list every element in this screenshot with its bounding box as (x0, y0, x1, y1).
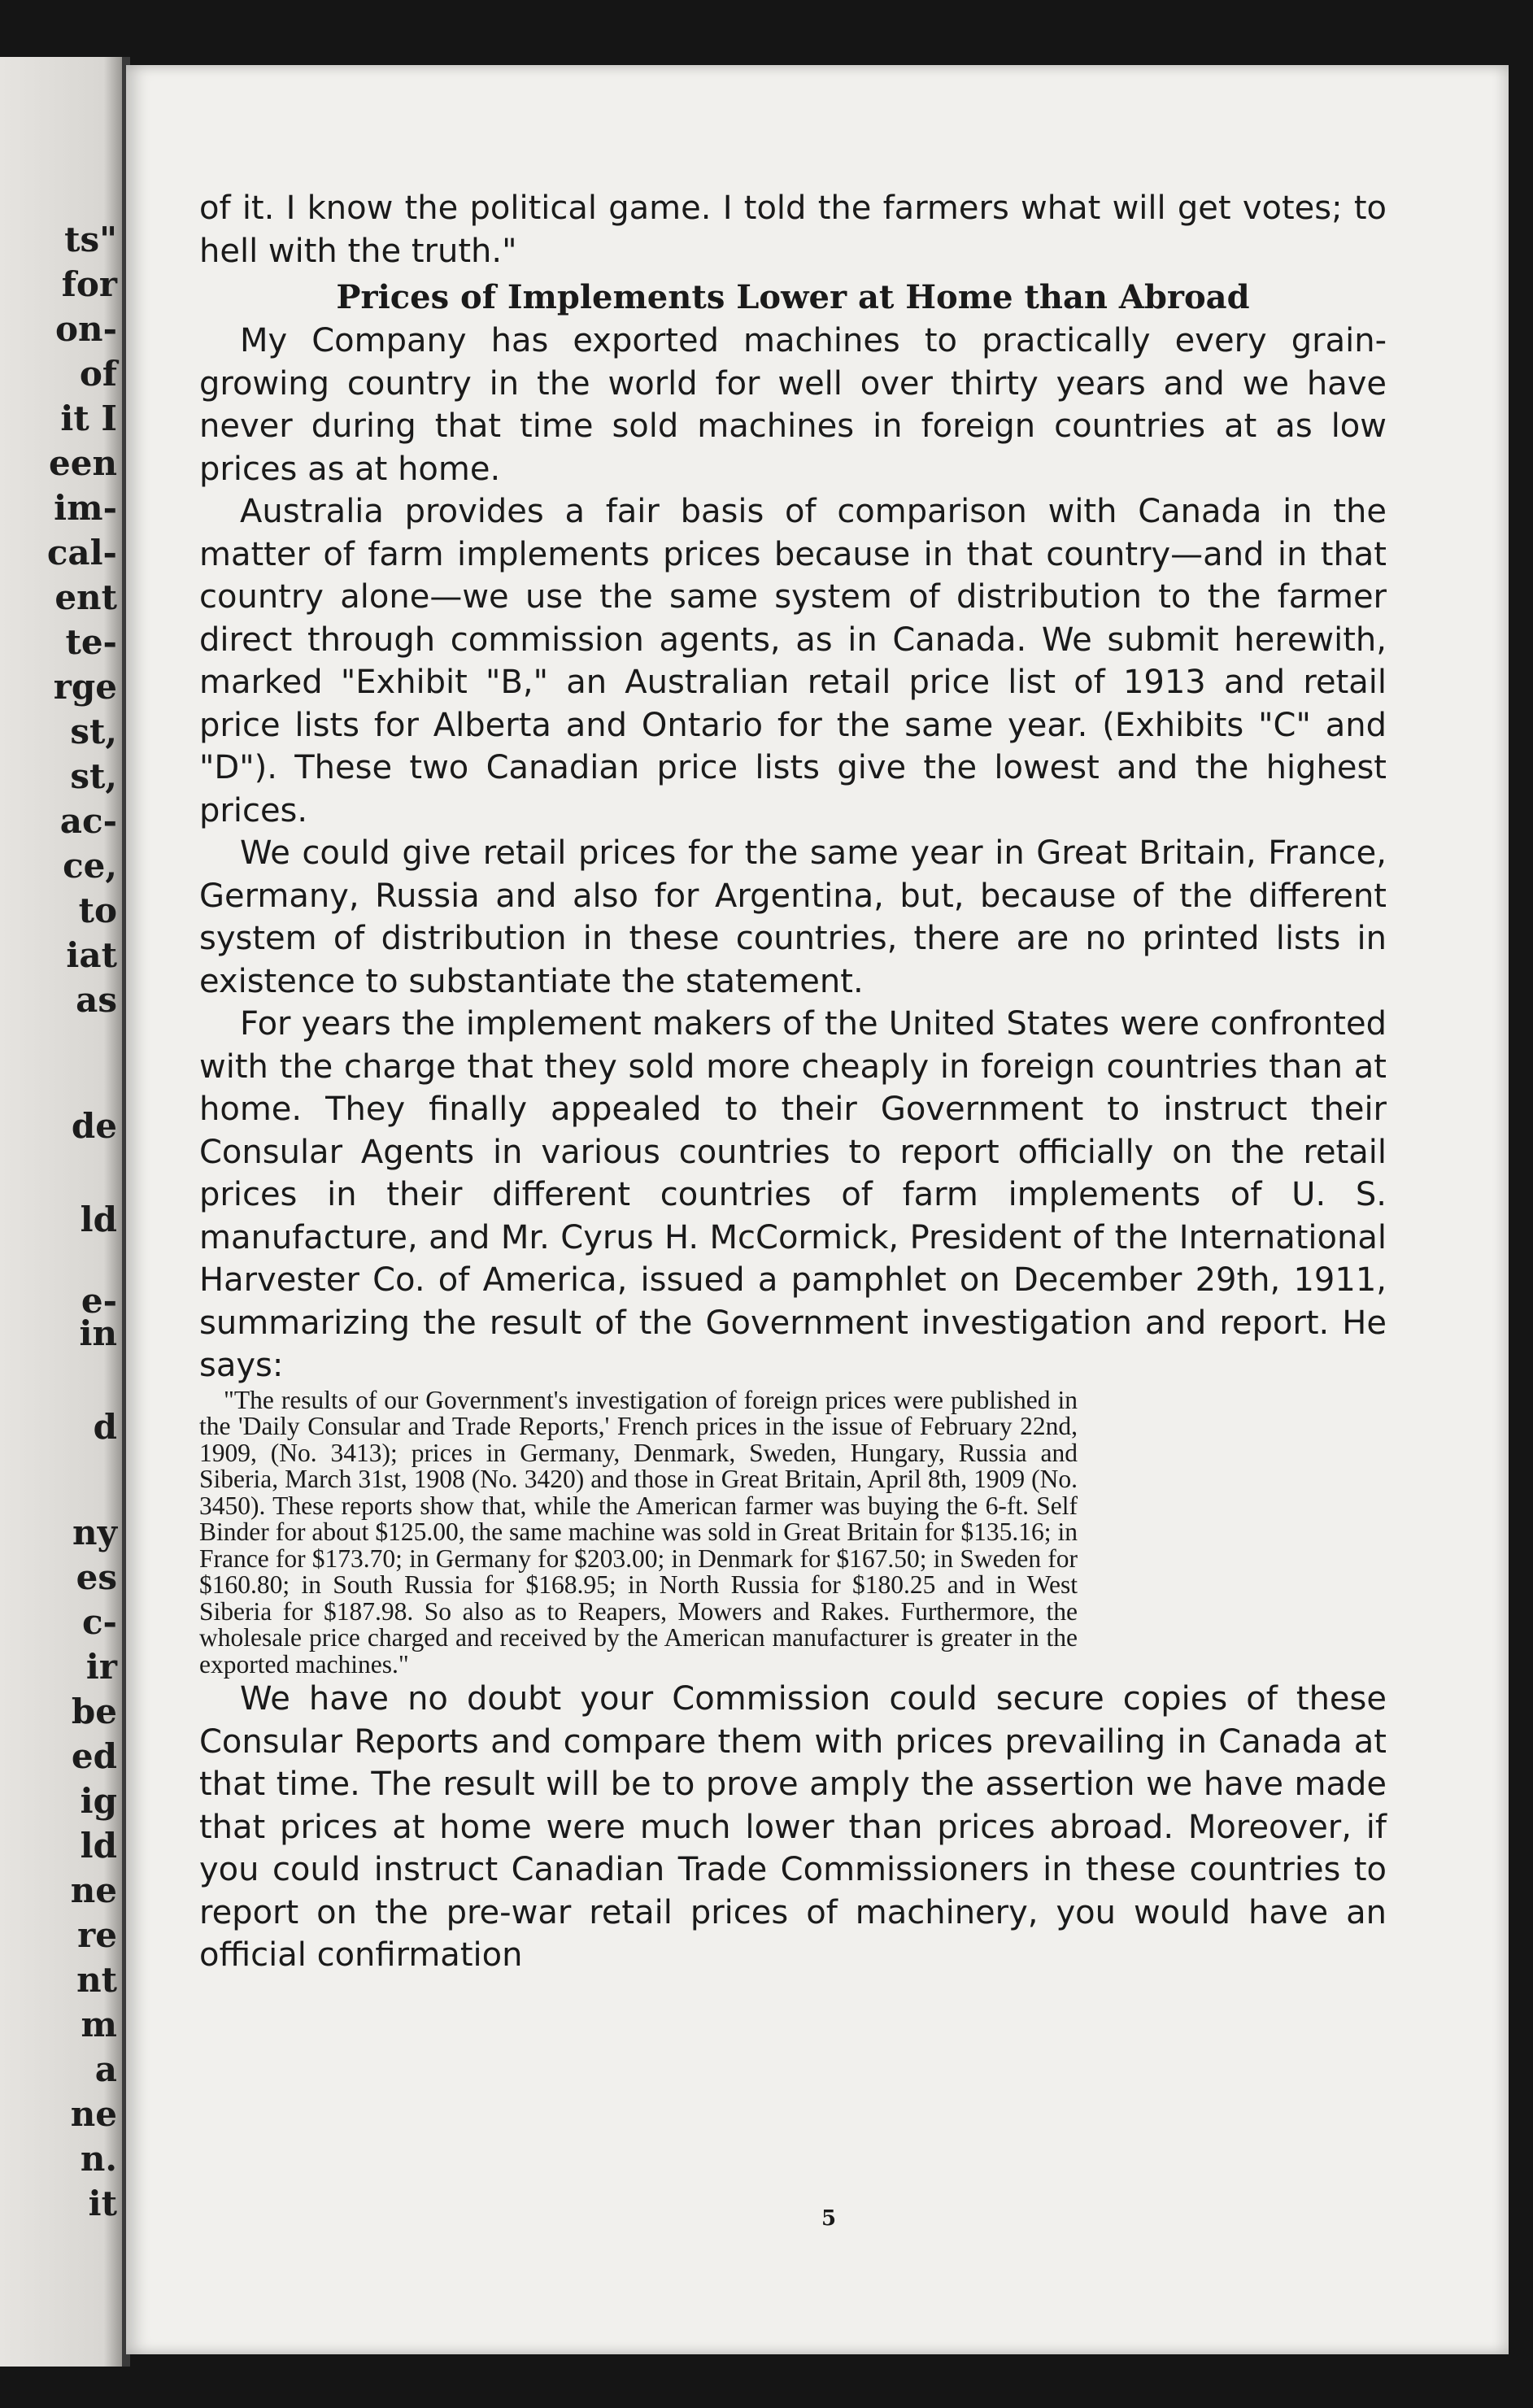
left-page-fragment: as (76, 980, 117, 1020)
left-page-fragment: ne (70, 2094, 117, 2134)
left-page-fragment: ent (54, 577, 117, 617)
left-page-fragment: re (77, 1915, 117, 1955)
left-page-fragment: rge (53, 667, 117, 707)
closing-paragraph: We have no doubt your Commission could secure copies of these Consular Reports and compare them with prices prevailing in Canada at that time. The result will be to prove amply the assertion we have made that prices at home were much lower than prices abroad. Moreover, if you could instruct Canadian Trade Commissioners in these countries to report on the pre-war retail prices of machinery, you would have an official confirmation (199, 1680, 1387, 1974)
left-page-fragment: in (79, 1313, 117, 1353)
left-page-fragment: c- (81, 1602, 117, 1642)
left-page-fragment: nt (76, 1960, 117, 2000)
left-page-fragment: ld (80, 1826, 117, 1866)
left-page-fragment: ts" (64, 220, 117, 259)
left-page-fragment: ld (80, 1200, 117, 1239)
left-page-fragment: ac- (59, 801, 117, 841)
left-page-fragment: te- (65, 622, 117, 662)
left-page-fragment: it (88, 2184, 117, 2223)
left-page-fragment: a (94, 2049, 117, 2089)
intro-paragraph: of it. I know the political game. I told the farmers what will get votes; to hell with the truth." (199, 189, 1387, 270)
paragraph-australia: Australia provides a fair basis of comparison with Canada in the matter of farm implements prices because in that country—and in that country alone—we use the same system of distribution to the farmer direct through commission agents, as in Canada. We submit herewith, marked "Exhibit "B," an Australian retail price list of 1913 and retail price lists for Alberta and Ontario for the same year. (Exhibits "C" and "D"). These two Canadian price lists give the lowest and the highest prices. (199, 493, 1387, 830)
left-page-fragment: st, (70, 712, 117, 751)
left-page-fragment: ed (71, 1736, 117, 1776)
left-page-fragment: een (49, 443, 117, 483)
left-page-fragment: im- (54, 488, 117, 528)
paragraph-exports: My Company has exported machines to practically every grain-growing country in the world for well over thirty years and we have never during that time sold machines in foreign countries at as low prices as at home. (199, 322, 1387, 488)
left-page-edge (0, 57, 122, 2367)
left-page-fragment: m (81, 2005, 117, 2044)
left-page-fragment: of (79, 354, 117, 394)
left-page-fragment: ne (70, 1870, 117, 1910)
left-page-fragment: iat (66, 935, 117, 975)
left-page-fragment: d (93, 1407, 117, 1447)
left-page-fragment: ce, (63, 846, 117, 886)
left-page-fragment: to (78, 890, 117, 930)
left-page-fragment: it I (60, 398, 117, 438)
page-number: 5 (821, 2206, 837, 2231)
left-page-fragment: de (71, 1106, 117, 1146)
left-page-fragment: be (71, 1692, 117, 1731)
right-page (126, 65, 1509, 2354)
left-page-fragment: for (61, 264, 117, 304)
left-page-fragment: ig (80, 1781, 117, 1821)
left-page-fragment: es (76, 1557, 117, 1597)
section-heading: Prices of Implements Lower at Home than Abroad (336, 278, 1250, 316)
left-page-fragment: e- (81, 1281, 117, 1321)
paragraph-united-states: For years the implement makers of the United States were confronted with the charge that they sold more cheaply in foreign countries than at home. They finally appealed to their Government to instruct their Consular Agents in various countries to report officially on the retail prices in their different countries of farm implements of U. S. manufacture, and Mr. Cyrus H. McCormick, President of the International Harvester Co. of America, issued a pamphlet on December 29th, 1911, summarizing the result of the Government investigation and report. He says: (199, 1005, 1387, 1384)
paragraph-retail-prices: We could give retail prices for the same year in Great Britain, France, Germany, Russia and also for Argentina, but, because of the different system of distribution in these countries, there are no printed lists in existence to substantiate the statement. (199, 834, 1387, 1000)
left-page-fragment: n. (80, 2139, 117, 2179)
page-text (199, 187, 1387, 1977)
left-page-fragment: st, (70, 756, 117, 796)
block-quote: "The results of our Government's investigation of foreign prices were published in the 'Daily Consular and Trade Reports,' French prices in the issue of February 22nd, 1909, (No. 3413); prices in Germany, Denmark, Sweden, Hungary, Russia and Siberia, March 31st, 1908 (No. 3420) and those in Great Britain, April 8th, 1909 (No. 3450). These reports show that, while the American farmer was buying the 6-ft. Self Binder for about $125.00, the same machine was sold in Great Britain for $135.16; in France for $173.70; in Germany for $203.00; in Denmark for $167.50; in Sweden for $160.80; in South Russia for $168.95; in North Russia for $180.25 and in West Siberia for $187.98. So also as to Reapers, Mowers and Rakes. Furthermore, the wholesale price charged and received by the American manufacturer is greater in the exported machines." (199, 1385, 1078, 1679)
left-page-fragment: ir (85, 1647, 117, 1687)
left-page-fragment: on- (55, 309, 117, 349)
left-page-fragment: cal- (46, 533, 117, 573)
left-page-fragment: ny (72, 1513, 117, 1552)
